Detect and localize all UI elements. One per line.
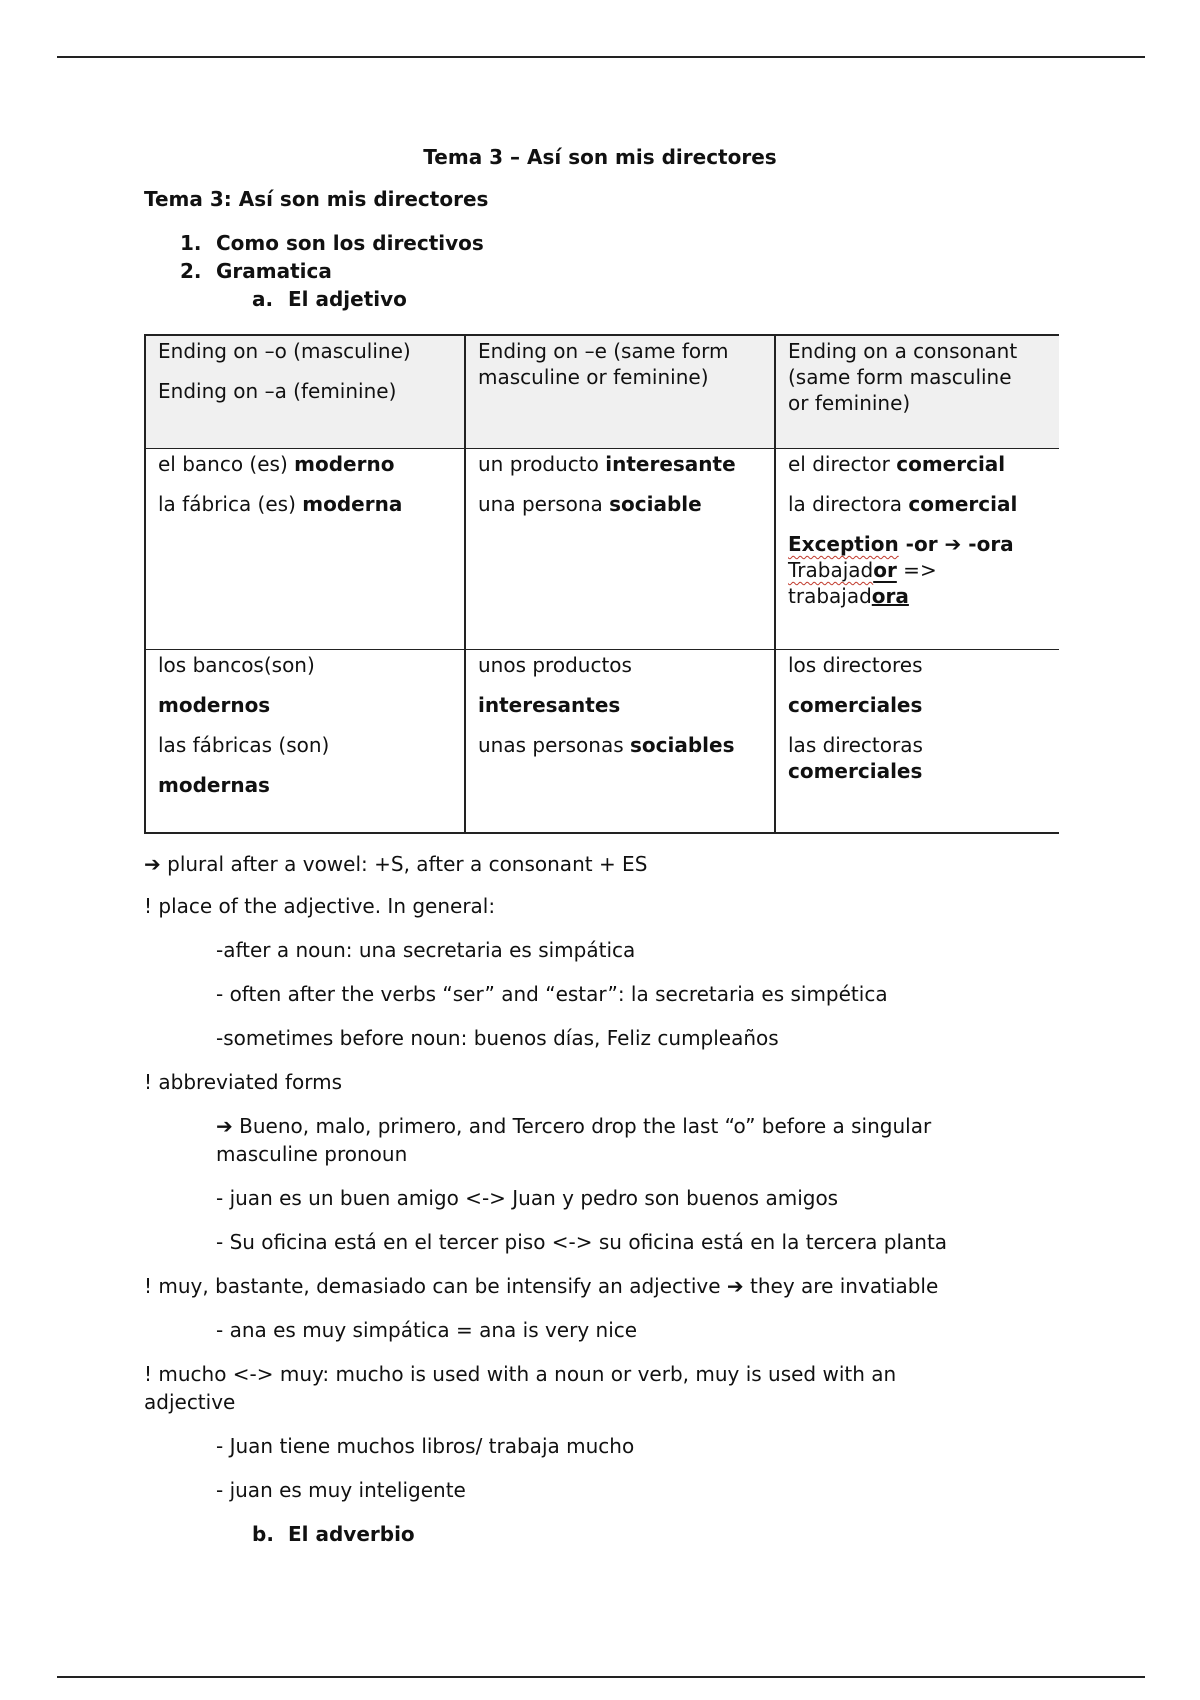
note-place-2: - often after the verbs “ser” and “estar”: la secretaria es simpética <box>216 982 888 1006</box>
sub-heading-adverbio <box>252 1521 415 1547</box>
sub-label: El adverbio <box>288 1522 415 1546</box>
outline-label: Como son los directivos <box>216 231 484 255</box>
outline-label: Gramatica <box>216 259 332 283</box>
outline-item-2 <box>180 258 332 284</box>
note-intensifiers-1: - ana es muy simpática = ana is very nice <box>216 1318 638 1342</box>
outline-number: 1. <box>180 231 202 255</box>
plural-rule: ➔ plural after a vowel: +S, after a consonant + ES <box>144 852 648 876</box>
table-cell: los bancos(son) modernos las fábricas (son) modernas <box>145 650 465 834</box>
header-cell-e: Ending on –e (same form masculine or feminine) <box>465 335 775 449</box>
section-heading: Tema 3: Así son mis directores <box>144 187 489 211</box>
footer-rule <box>57 1676 1145 1678</box>
table-cell: el director comercial la directora comercial Exception -or ➔ -ora Trabajador => trabajadora <box>775 449 1059 650</box>
page-title: Tema 3 – Así son mis directores <box>423 145 777 169</box>
table-cell: un producto interesante una persona sociable <box>465 449 775 650</box>
note-mucho: ! mucho <-> muy: mucho is used with a noun or verb, muy is used with an <box>144 1362 897 1386</box>
arrow-icon: ➔ <box>144 852 161 876</box>
note-mucho-cont: adjective <box>144 1390 236 1414</box>
outline-item-1 <box>180 230 484 256</box>
header-rule <box>57 56 1145 58</box>
sub-heading-adjetivo <box>252 286 407 312</box>
note-mucho-2: - juan es muy inteligente <box>216 1478 466 1502</box>
arrow-icon: ➔ <box>216 1114 233 1138</box>
note-place-1: -after a noun: una secretaria es simpática <box>216 938 636 962</box>
sub-number: a. <box>252 287 274 311</box>
outline-number: 2. <box>180 259 202 283</box>
note-abbrev-1-cont: masculine pronoun <box>216 1142 408 1166</box>
adjective-table <box>144 334 1059 834</box>
note-place: ! place of the adjective. In general: <box>144 894 496 918</box>
table-cell: el banco (es) moderno la fábrica (es) moderna <box>145 449 465 650</box>
header-cell-consonant: Ending on a consonant (same form masculine or feminine) <box>775 335 1059 449</box>
note-abbrev-3: - Su oficina está en el tercer piso <-> su oficina está en la tercera planta <box>216 1230 948 1254</box>
header-cell-o-a: Ending on –o (masculine) Ending on –a (feminine) <box>145 335 465 449</box>
table-cell: unos productos interesantes unas personas sociables <box>465 650 775 834</box>
table-row-plural <box>145 650 1059 834</box>
arrow-icon: ➔ <box>944 532 962 556</box>
note-abbrev-2: - juan es un buen amigo <-> Juan y pedro son buenos amigos <box>216 1186 839 1210</box>
table-cell: los directores comerciales las directoras comerciales <box>775 650 1059 834</box>
sub-label: El adjetivo <box>288 287 407 311</box>
note-intensifiers: ! muy, bastante, demasiado can be intensify an adjective ➔ they are invatiable <box>144 1274 939 1298</box>
table-header-row <box>145 335 1059 449</box>
table-row-singular <box>145 449 1059 650</box>
sub-number: b. <box>252 1522 274 1546</box>
exception-note: Exception -or ➔ -ora <box>788 532 1014 556</box>
note-abbrev-1: ➔ Bueno, malo, primero, and Tercero drop the last “o” before a singular <box>216 1114 932 1138</box>
note-mucho-1: - Juan tiene muchos libros/ trabaja mucho <box>216 1434 635 1458</box>
note-abbrev: ! abbreviated forms <box>144 1070 343 1094</box>
note-place-3: -sometimes before noun: buenos días, Feliz cumpleaños <box>216 1026 779 1050</box>
arrow-icon: ➔ <box>726 1274 744 1298</box>
